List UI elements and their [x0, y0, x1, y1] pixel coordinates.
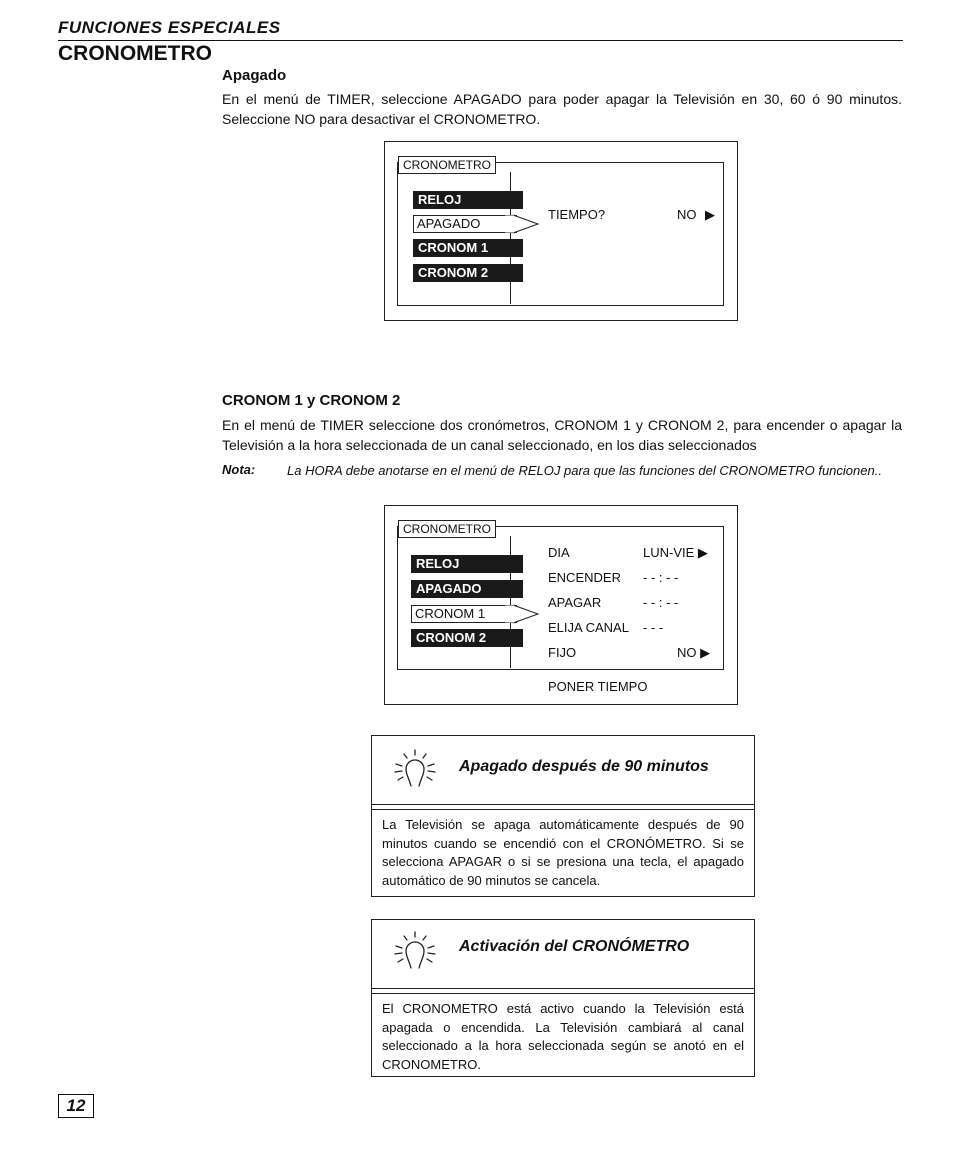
- tip-body: El CRONOMETRO está activo cuando la Televisión está apagada o encendida. La Televisión cambiará al canal seleccionado a la hora seleccionada según se anotó en el CRONOMETRO.: [382, 1001, 744, 1072]
- menu-screen-apagado: [384, 141, 738, 321]
- tip-body: La Televisión se apaga automáticamente después de 90 minutos cuando se encendió con el CRONÓMETRO. Si se selecciona APAGAR o si se presiona una tecla, el apagado automático de 90 minutos se cancela.: [382, 817, 744, 888]
- tip-divider: [372, 804, 754, 805]
- apagado-text: En el menú de TIMER, seleccione APAGADO para poder apagar la Televisión en 30, 60 ó 90 minutos. Seleccione NO para desactivar el CRONOMETRO.: [222, 91, 902, 127]
- tip-title: Apagado después de 90 minutos: [459, 758, 709, 775]
- header-rule: [58, 40, 903, 41]
- tip-divider: [372, 988, 754, 989]
- option-apagar-value[interactable]: - - : - -: [643, 595, 679, 610]
- menu-title: CRONOMETRO: [398, 520, 496, 538]
- option-tiempo-value[interactable]: NO: [677, 207, 697, 222]
- tip-divider: [372, 809, 754, 810]
- tip-divider: [372, 993, 754, 994]
- poner-tiempo-label[interactable]: PONER TIEMPO: [548, 679, 648, 694]
- option-encender-value[interactable]: - - : - -: [643, 570, 679, 585]
- page-title: CRONOMETRO: [58, 42, 212, 65]
- option-fijo-label: FIJO: [548, 645, 577, 660]
- option-dia-value[interactable]: LUN-VIE ▶: [643, 545, 708, 560]
- selection-arrow-icon: [505, 212, 541, 236]
- menu-item-cronom2[interactable]: CRONOM 2: [411, 629, 523, 647]
- cronom-text: En el menú de TIMER seleccione dos cronómetros, CRONOM 1 y CRONOM 2, para encender o apagar la Televisión a la hora seleccionada de un canal seleccionado, en los dias seleccionados: [222, 417, 902, 453]
- lightbulb-icon: [392, 746, 446, 792]
- menu-item-apagado-selected[interactable]: APAGADO: [413, 215, 517, 233]
- option-encender-label: ENCENDER: [548, 570, 621, 585]
- right-arrow-icon: ▶: [705, 207, 715, 222]
- option-canal-label: ELIJA CANAL: [548, 620, 629, 635]
- nota-text: La HORA debe anotarse en el menú de RELOJ para que las funciones del CRONOMETRO funcionen..: [287, 463, 882, 478]
- lightbulb-icon: [392, 928, 446, 974]
- page-number: 12: [58, 1094, 94, 1118]
- menu-screen-cronom: [384, 505, 738, 705]
- tip-title: Activación del CRONÓMETRO: [459, 938, 690, 955]
- menu-item-cronom1-selected[interactable]: CRONOM 1: [411, 605, 517, 623]
- menu-title: CRONOMETRO: [398, 156, 496, 174]
- option-dia-label: DIA: [548, 545, 570, 560]
- menu-item-cronom1[interactable]: CRONOM 1: [413, 239, 523, 257]
- menu-item-apagado[interactable]: APAGADO: [411, 580, 523, 598]
- option-canal-value[interactable]: - - -: [643, 620, 664, 635]
- cronom-heading: CRONOM 1 y CRONOM 2: [222, 392, 401, 409]
- option-apagar-label: APAGAR: [548, 595, 602, 610]
- tip-box-activacion: [371, 919, 755, 1077]
- menu-item-reloj[interactable]: RELOJ: [413, 191, 523, 209]
- menu-item-cronom2[interactable]: CRONOM 2: [413, 264, 523, 282]
- menu-item-reloj[interactable]: RELOJ: [411, 555, 523, 573]
- tip-box-apagado-90: [371, 735, 755, 897]
- apagado-heading: Apagado: [222, 67, 287, 84]
- option-tiempo-label: TIEMPO?: [548, 207, 606, 222]
- section-title: FUNCIONES ESPECIALES: [58, 18, 281, 37]
- selection-arrow-icon: [505, 602, 541, 626]
- option-fijo-value[interactable]: NO ▶: [677, 645, 711, 660]
- menu-screen-inner: [397, 162, 724, 306]
- nota-label: Nota:: [222, 462, 256, 477]
